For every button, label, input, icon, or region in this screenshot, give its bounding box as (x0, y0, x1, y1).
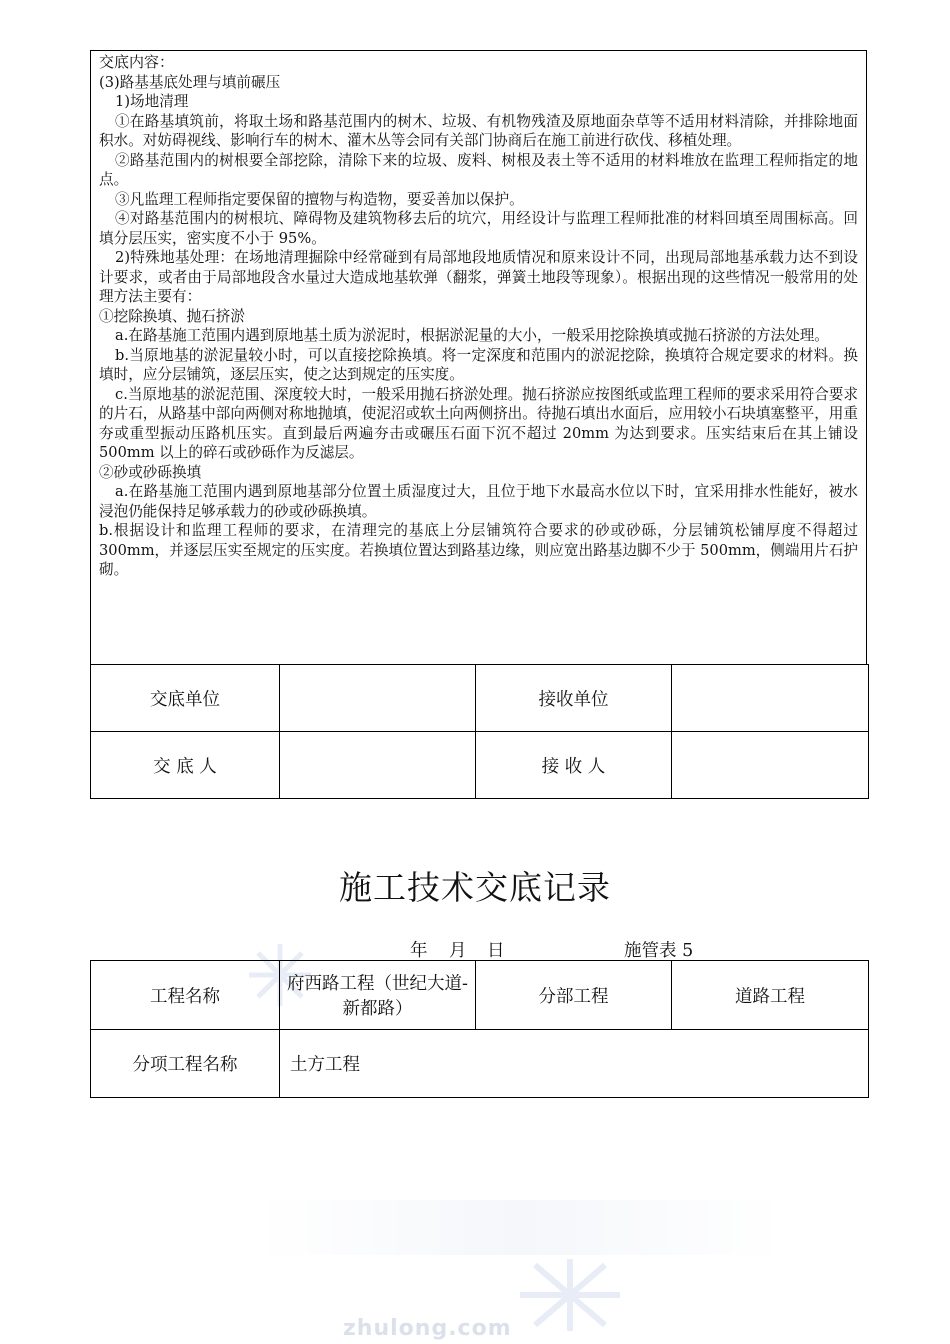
watermark-text: zhulong.com (343, 1316, 512, 1341)
table-row (91, 732, 869, 799)
project-name-label: 工程名称 (91, 961, 280, 1030)
project-info-table (90, 960, 869, 1098)
date-month: 月 (449, 941, 467, 961)
table-row (91, 665, 869, 732)
sign-off-table (90, 664, 869, 799)
content-paragraph: a.在路基施工范围内遇到原地基土质为淤泥时，根据淤泥量的大小，一般采用挖除换填或抛石挤淤的方法处理。 (115, 327, 829, 344)
subdivision-value[interactable]: 土方工程 (280, 1030, 869, 1098)
receiving-unit-value[interactable] (672, 665, 869, 732)
subdivision-label: 分项工程名称 (91, 1030, 280, 1098)
content-paragraph: ②砂或砂砾换填 (99, 463, 202, 481)
content-paragraph: ③凡监理工程师指定要保留的擅物与构造物，要妥善加以保护。 (115, 190, 524, 208)
form-code: 施管表 5 (624, 941, 694, 961)
content-paragraph: 2)特殊地基处理：在场地清理掘除中经常碰到有局部地段地质情况和原来设计不同，出现局部地基承载力达不到设计要求，或者由于局部地段含水量过大造成地基软弹（翻浆，弹簧土地段等现象）。根据出现的这些情况一般常用的处理方法主要有： (99, 249, 858, 305)
content-paragraph: 1)场地清理 (115, 93, 189, 110)
discloser-value[interactable] (280, 732, 476, 799)
receiver-value[interactable] (672, 732, 869, 799)
content-paragraph: ②路基范围内的树根要全部挖除，清除下来的垃圾、废料、树根及表土等不适用的材料堆放在监理工程师指定的地点。 (99, 151, 858, 188)
discloser-label: 交 底 人 (91, 732, 280, 799)
watermark-snowflake-icon (500, 1255, 640, 1335)
disclosing-unit-value[interactable] (280, 665, 476, 732)
division-label: 分部工程 (476, 961, 672, 1030)
receiver-label: 接 收 人 (476, 732, 672, 799)
watermark-band (255, 1200, 785, 1255)
paragraph-list (99, 92, 858, 580)
table-row (91, 961, 869, 1030)
content-paragraph: a.在路基施工范围内遇到原地基部分位置土质湿度过大，且位于地下水最高水位以下时，宜采用排水性能好，被水浸泡仍能保持足够承载力的砂或砂砾换填。 (99, 483, 858, 520)
content-paragraph: b.当原地基的淤泥量较小时，可以直接挖除换填。将一定深度和范围内的淤泥挖除，换填符合规定要求的材料。换填时，应分层铺筑，逐层压实，使之达到规定的压实度。 (99, 346, 858, 383)
content-paragraph: b.根据设计和监理工程师的要求，在清理完的基底上分层铺筑符合要求的砂或砂砾，分层铺筑松铺厚度不得超过 300mm，并逐层压实至规定的压实度。若换填位置达到路基边缘，则应宽出路基边脚不少于 500mm，侧端用片石护砌。 (99, 522, 858, 578)
content-paragraph: ④对路基范围内的树根坑、障碍物及建筑物移去后的坑穴，用经设计与监理工程师批准的材料回填至周围标高。回填分层压实，密实度不小于 95%。 (99, 210, 858, 247)
receiving-unit-label: 接收单位 (476, 665, 672, 732)
table-row (91, 1030, 869, 1098)
section-title: (3)路基基底处理与填前碾压 (99, 73, 281, 91)
content-paragraph: c.当原地基的淤泥范围、深度较大时，一般采用抛石挤淤处理。抛石挤淤应按图纸或监理工程师的要求采用符合要求的片石，从路基中部向两侧对称地抛填，使泥沼或软土向两侧挤出。待抛石填出水面后，应用较小石块填塞整平，用重夯或重型振动压路机压实。直到最后两遍夯击或碾压石面下沉不超过 20mm 为达到要求。压实结束后在其上铺设 500mm 以上的碎石或砂砾作为反滤层。 (99, 385, 858, 461)
content-paragraph: ①在路基填筑前，将取土场和路基范围内的树木、垃圾、有机物残渣及原地面杂草等不适用材料清除，并排除地面积水。对妨碍视线、影响行车的树木、灌木丛等会同有关部门协商后在施工前进行砍伐、移植处理。 (99, 112, 858, 149)
disclosure-content (90, 50, 867, 664)
disclosing-unit-label: 交底单位 (91, 665, 280, 732)
project-name-value[interactable]: 府西路工程（世纪大道-新都路） (280, 961, 476, 1030)
date-day: 日 (487, 941, 505, 961)
division-value[interactable]: 道路工程 (672, 961, 869, 1030)
content-paragraph: ①挖除换填、抛石挤淤 (99, 307, 245, 325)
content-heading: 交底内容： (99, 53, 175, 71)
date-year: 年 (410, 941, 428, 961)
page-title: 施工技术交底记录 (339, 868, 611, 907)
